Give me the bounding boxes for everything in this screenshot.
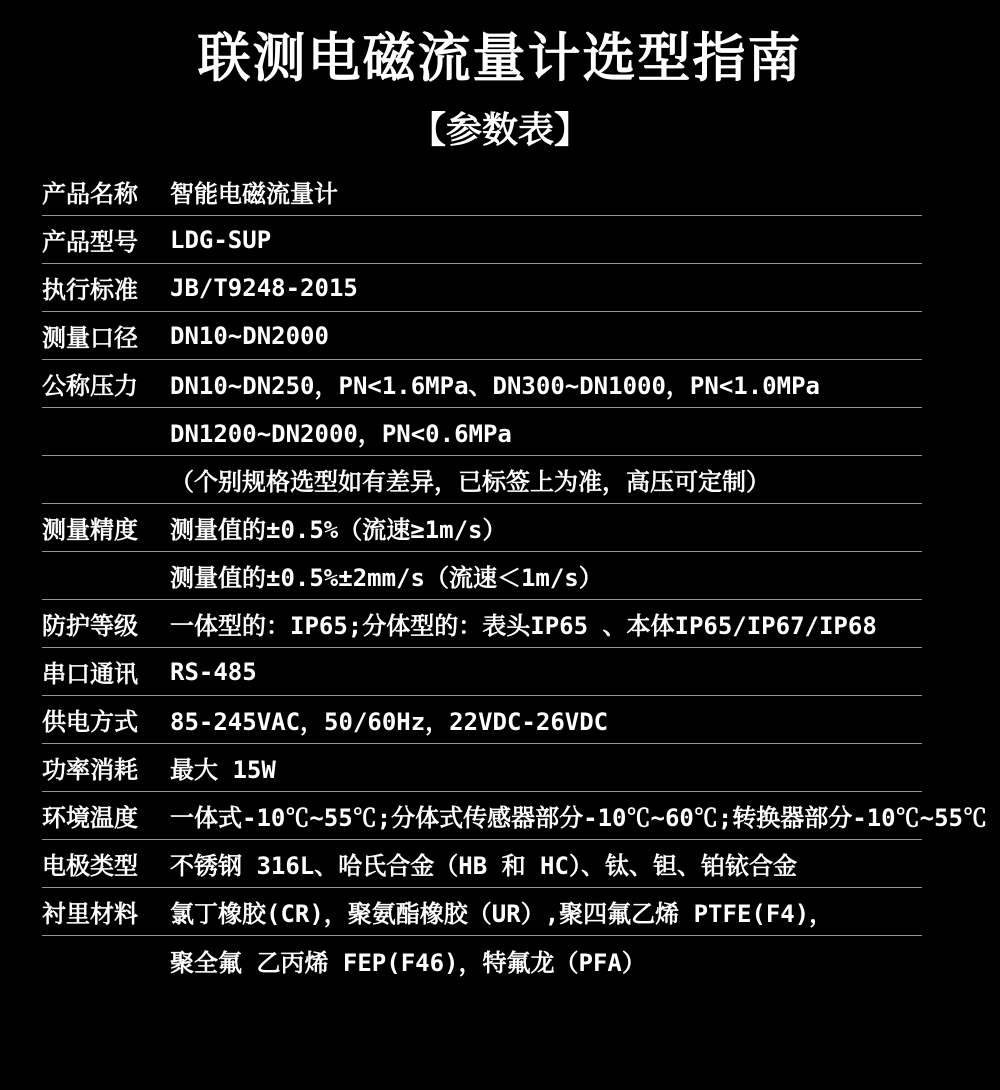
spec-value: LDG-SUP xyxy=(170,225,272,254)
spec-label: 供电方式 xyxy=(42,709,138,736)
spec-value: 测量值的±0.5%（流速≥1m/s） xyxy=(170,516,507,544)
table-row xyxy=(42,552,922,600)
spec-label: 执行标准 xyxy=(42,277,138,304)
spec-label: 防护等级 xyxy=(42,613,138,640)
spec-value: 智能电磁流量计 xyxy=(170,180,338,208)
spec-value: DN10~DN2000 xyxy=(170,321,329,350)
table-row xyxy=(42,648,922,696)
table-row xyxy=(42,216,922,264)
spec-label: 串口通讯 xyxy=(42,661,138,688)
spec-label: 衬里材料 xyxy=(42,901,138,928)
table-row xyxy=(42,264,922,312)
table-row xyxy=(42,744,922,792)
table-row xyxy=(42,888,922,936)
table-row xyxy=(42,840,922,888)
spec-label: 产品型号 xyxy=(42,229,138,256)
spec-value: 一体型的：IP65;分体型的：表头IP65 、本体IP65/IP67/IP68 xyxy=(170,612,877,640)
spec-value: 一体式-10℃~55℃;分体式传感器部分-10℃~60℃;转换器部分-10℃~55℃ xyxy=(170,804,987,832)
spec-value: 不锈钢 316L、哈氏合金（HB 和 HC）、钛、钽、铂铱合金 xyxy=(170,852,797,880)
spec-label: 功率消耗 xyxy=(42,757,138,784)
spec-value: 氯丁橡胶(CR)，聚氨酯橡胶（UR）,聚四氟乙烯 PTFE(F4)， xyxy=(170,900,834,928)
spec-table xyxy=(42,168,987,984)
table-row xyxy=(42,312,922,360)
spec-label: 产品名称 xyxy=(42,181,138,208)
table-row xyxy=(42,696,922,744)
spec-value: （个别规格选型如有差异，已标签上为准，高压可定制） xyxy=(170,468,770,496)
spec-label: 测量精度 xyxy=(42,517,138,544)
spec-value: JB/T9248-2015 xyxy=(170,273,358,302)
spec-value: DN10~DN250，PN<1.6MPa、DN300~DN1000，PN<1.0MPa xyxy=(170,372,820,400)
table-row xyxy=(42,600,922,648)
table-row xyxy=(42,792,987,840)
table-row xyxy=(42,408,922,456)
spec-value: 最大 15W xyxy=(170,756,276,784)
table-row xyxy=(42,168,922,216)
spec-label: 公称压力 xyxy=(42,373,138,400)
spec-value: DN1200~DN2000，PN<0.6MPa xyxy=(170,420,512,448)
spec-value: 聚全氟 乙丙烯 FEP(F46)，特氟龙（PFA） xyxy=(170,948,646,977)
spec-value: 测量值的±0.5%±2mm/s（流速＜1m/s） xyxy=(170,564,603,592)
page-subtitle: 【参数表】 xyxy=(409,109,590,151)
spec-value: 85-245VAC，50/60Hz，22VDC-26VDC xyxy=(170,708,609,736)
table-row xyxy=(42,504,922,552)
spec-label: 电极类型 xyxy=(42,853,138,880)
spec-label: 环境温度 xyxy=(42,805,138,832)
spec-value: RS-485 xyxy=(170,657,257,686)
page-title: 联测电磁流量计选型指南 xyxy=(197,29,803,88)
spec-label: 测量口径 xyxy=(42,325,138,352)
table-row xyxy=(42,456,922,504)
table-row xyxy=(42,360,922,408)
table-row xyxy=(42,936,922,984)
